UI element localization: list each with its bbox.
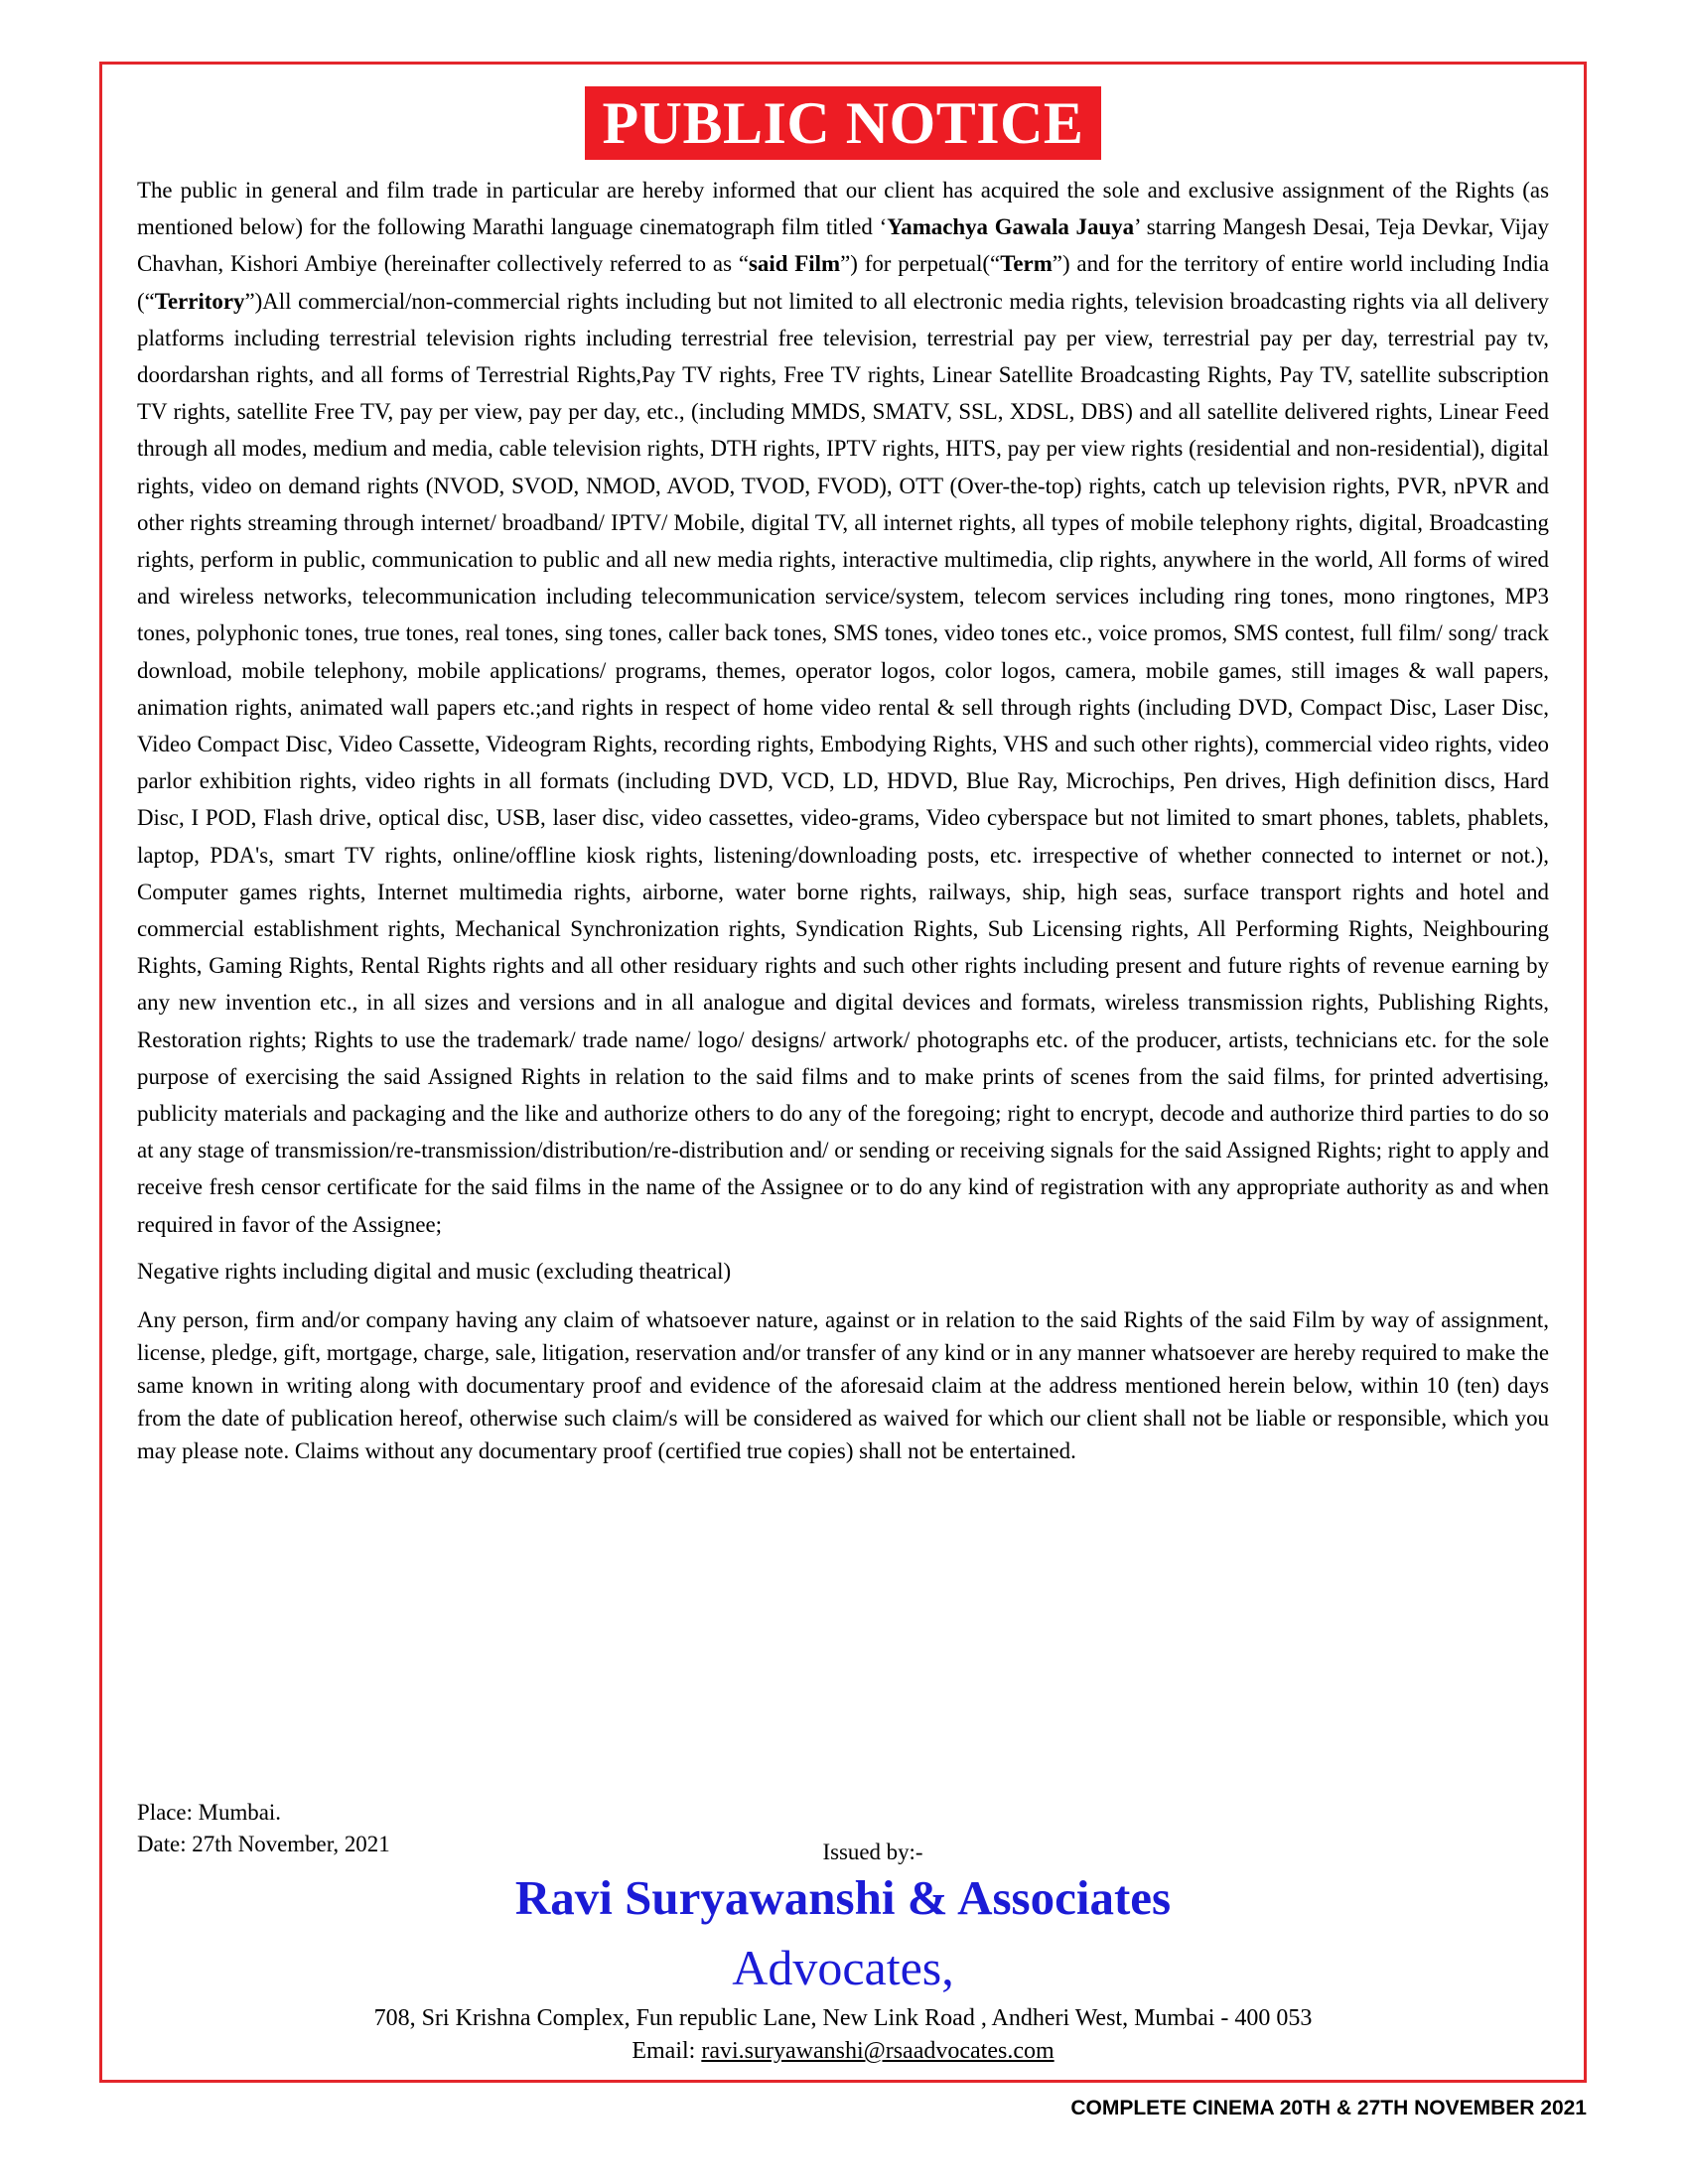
claims-paragraph: Any person, firm and/or company having any claim of whatsoever nature, against or in relation to the said Rights of the said Film by way of assignment, license, pledge, gift, mortgage, charge, sale, litigation, reservation and/or transfer of any kind or in any manner whatsoever are hereby required to make the same known in writing along with documentary proof and evidence of the aforesaid claim at the address mentioned herein below, within 10 (ten) days from the date of publication hereof, otherwise such claim/s will be considered as waived for which our client shall not be liable or responsible, which you may please note. Claims without any documentary proof (certified true copies) shall not be entertained. [137, 1307, 1549, 1464]
firm-name: Ravi Suryawanshi & Associates [514, 1870, 1172, 1925]
date-line: Date: 27th November, 2021 [137, 1832, 390, 1856]
notice-body [137, 172, 1549, 1467]
issued-by-label: Issued by:- [822, 1840, 923, 1864]
intro-text-1: The public in general and film trade in particular are hereby informed that our client has acquired the sole and exclusive assignment of the Rights (as mentioned below) for the following Marathi language cinematograph film titled ‘ [137, 178, 1549, 240]
intro-text-4: ”) and for the territory of entire world including India (“ [137, 251, 1549, 314]
negative-rights-paragraph: Negative rights including digital and music (excluding theatrical) [137, 1258, 732, 1284]
email-line [102, 2038, 1584, 2065]
intro-text-2: ’ starring Mangesh Desai, Teja Devkar, Vijay Chavhan, Kishori Ambiye (hereinafter collectively referred to as “ [137, 214, 1550, 277]
term-label: Term [1000, 251, 1053, 277]
firm-address: 708, Sri Krishna Complex, Fun republic Lane, New Link Road , Andheri West, Mumbai - 400 053 [373, 2005, 1313, 2031]
notice-title: PUBLIC NOTICE [585, 86, 1102, 160]
notice-frame [99, 62, 1587, 2083]
publication-footer: COMPLETE CINEMA 20TH & 27TH NOVEMBER 2021 [1070, 2097, 1587, 2119]
firm-role: Advocates, [732, 1940, 954, 1995]
intro-text-3: ”) for perpetual(“ [840, 251, 1001, 277]
film-title: Yamachya Gawala Jauya [887, 214, 1135, 240]
title-wrap [102, 86, 1584, 160]
rights-text: ”)All commercial/non-commercial rights including but not limited to all electronic media rights, television broadcasting rights via all delivery platforms including terrestrial television rights including terrestrial free television, terrestrial pay per view, terrestrial pay per day, terrestrial pay tv, doordarshan rights, and all forms of Terrestrial Rights,Pay TV rights, Free TV rights, Linear Satellite Broadcasting Rights, Pay TV, satellite subscription TV rights, satellite Free TV, pay per view, pay per day, etc., (including MMDS, SMATV, SSL, XDSL, DBS) and all satellite delivered rights, Linear Feed through all modes, medium and media, cable television rights, DTH rights, IPTV rights, HITS, pay per view rights (residential and non-residential), digital rights, video on demand rights (NVOD, SVOD, NMOD, AVOD, TVOD, FVOD), OTT (Over-the-top) rights, catch up television rights, PVR, nPVR and other rights streaming through internet/ broadband/ IPTV/ Mobile, digital TV, all internet rights, all types of mobile telephony rights, digital, Broadcasting rights, perform in public, communication to public and all new media rights, interactive multimedia, clip rights, anywhere in the world, All forms of wired and wireless networks, telecommunication including telecommunication service/system, telecom services including ring tones, mono ringtones, MP3 tones, polyphonic tones, true tones, real tones, sing tones, caller back tones, SMS tones, video tones etc., voice promos, SMS contest, full film/ song/ track download, mobile telephony, mobile applications/ programs, themes, operator logos, color logos, camera, mobile games, still images & wall papers, animation rights, animated wall papers etc.;and rights in respect of home video rental & sell through rights (including DVD, Compact Disc, Laser Disc, Video Compact Disc, Video Cassette, Videogram Rights, recording rights, Embodying Rights, VHS and such other rights), commercial video rights, video parlor exhibition rights, video rights in all formats (including DVD, VCD, LD, HDVD, Blue Ray, Microchips, Pen drives, High definition discs, Hard Disc, I POD, Flash drive, optical disc, USB, laser disc, video cassettes, video-grams, Video cyberspace but not limited to smart phones, tablets, phablets, laptop, PDA's, smart TV rights, online/offline kiosk rights, listening/downloading posts, etc. irrespective of whether connected to internet or not.), Computer games rights, Internet multimedia rights, airborne, water borne rights, railways, ship, high seas, surface transport rights and hotel and commercial establishment rights, Mechanical Synchronization rights, Syndication Rights, Sub Licensing rights, All Performing Rights, Neighbouring Rights, Gaming Rights, Rental Rights rights and all other residuary rights and such other rights including present and future rights of revenue earning by any new invention etc., in all sizes and versions and in all analogue and digital devices and formats, wireless transmission rights, Publishing Rights, Restoration rights; Rights to use the trademark/ trade name/ logo/ designs/ artwork/ photographs etc. of the producer, artists, technicians etc. for the sole purpose of exercising the said Assigned Rights in relation to the said films and to make prints of scenes from the said films, for printed advertising, publicity materials and packaging and the like and authorize others to do any of the foregoing; right to encrypt, decode and authorize third parties to do so at any stage of transmission/re-transmission/distribution/re-distribution and/ or sending or receiving signals for the said Assigned Rights; right to apply and receive fresh censor certificate for the said films in the name of the Assignee or to do any kind of registration with any appropriate authority as and when required in favor of the Assignee; [137, 288, 1549, 1237]
place-line: Place: Mumbai. [137, 1800, 281, 1825]
rights-paragraph [137, 172, 1549, 1243]
email-label: Email: [632, 2038, 702, 2064]
territory-label: Territory [154, 288, 245, 314]
email-link[interactable]: ravi.suryawanshi@rsaadvocates.com [701, 2038, 1055, 2064]
said-film-term: said Film [749, 251, 841, 277]
